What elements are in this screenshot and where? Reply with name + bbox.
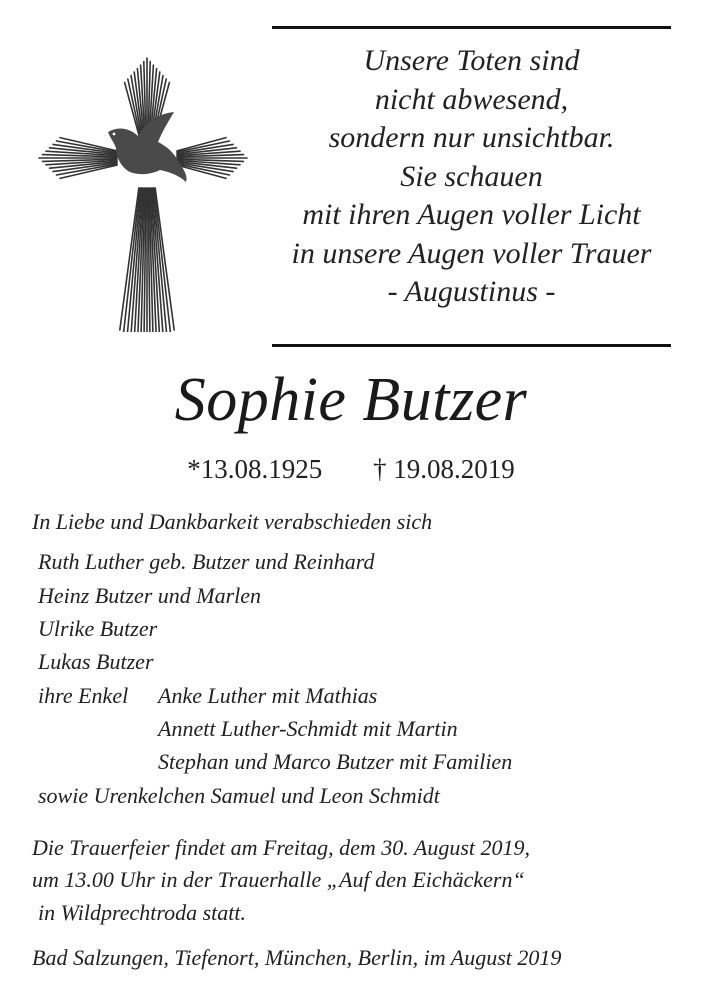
quote-line: Sie schauen bbox=[400, 159, 543, 193]
ceremony-line: Die Trauerfeier findet am Freitag, dem 30. August 2019, bbox=[32, 835, 531, 860]
cross-ray bbox=[123, 188, 140, 332]
top-rule bbox=[272, 26, 671, 29]
death-date: † 19.08.2019 bbox=[373, 454, 515, 484]
cross-with-dove-icon bbox=[30, 40, 248, 332]
ceremony-line: in Wildprechtroda statt. bbox=[38, 900, 246, 925]
birth-date: *13.08.1925 bbox=[187, 454, 323, 484]
cross-ray bbox=[154, 188, 171, 332]
bottom-rule bbox=[272, 344, 671, 347]
grandchildren-label: ihre Enkel bbox=[38, 683, 129, 708]
mourner-name: Ulrike Butzer bbox=[38, 616, 158, 641]
ceremony-line: um 13.00 Uhr in der Trauerhalle „Auf den Eichäckern“ bbox=[32, 867, 525, 892]
deceased-name: Sophie Butzer bbox=[174, 366, 528, 434]
closing-line: Bad Salzungen, Tiefenort, München, Berlin, im August 2019 bbox=[32, 945, 562, 970]
mourner-name: Ruth Luther geb. Butzer und Reinhard bbox=[38, 549, 375, 574]
grandchild-name: Stephan und Marco Butzer mit Familien bbox=[158, 749, 513, 774]
mourner-name: Lukas Butzer bbox=[38, 649, 154, 674]
life-dates bbox=[0, 452, 702, 486]
quote-line: mit ihren Augen voller Licht bbox=[302, 198, 641, 231]
quote-line: sondern nur unsichtbar. bbox=[328, 121, 615, 154]
intro-text: In Liebe und Dankbarkeit verabschieden sich bbox=[32, 509, 433, 534]
mourner-name: Heinz Butzer und Marlen bbox=[38, 583, 262, 608]
quote-author: - Augustinus - bbox=[387, 275, 556, 308]
grandchild-name: Annett Luther-Schmidt mit Martin bbox=[158, 716, 458, 741]
quote-line: nicht abwesend, bbox=[374, 82, 569, 116]
quote-line: Unsere Toten sind bbox=[363, 44, 580, 77]
quote-line: in unsere Augen voller Trauer bbox=[291, 236, 652, 270]
great-grandchildren: sowie Urenkelchen Samuel und Leon Schmidt bbox=[38, 783, 440, 808]
quote-block bbox=[272, 42, 671, 312]
grandchild-name: Anke Luther mit Mathias bbox=[158, 683, 378, 708]
